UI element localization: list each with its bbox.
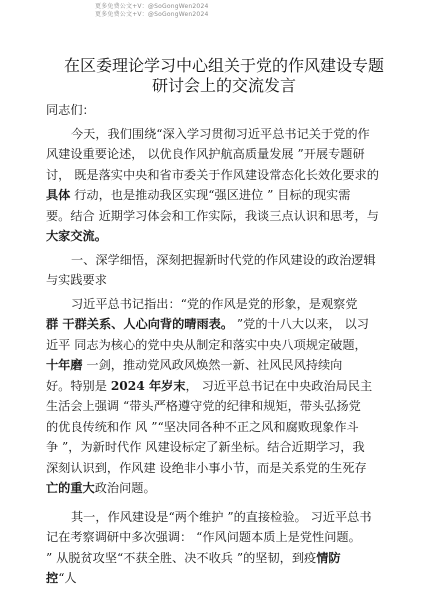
para2-line-2-rest: ”党的十八大以来， 以习 (233, 317, 369, 331)
section-heading-1-line-2: 与实践要求 (46, 273, 107, 287)
intro-line-3: 讨， 既是落实中央和省市委关于作风建设常态化长效化要求的 (46, 167, 379, 182)
para3-line-4 (46, 568, 402, 589)
para2-line-8: 争 ”，为新时代作 风建设标定了新坐标。结合近期学习，我 (46, 440, 365, 454)
bold-text: 2024 年岁末 (110, 378, 186, 393)
bold-text: 具体 (46, 188, 71, 202)
para2-line-2 (46, 314, 402, 335)
para2-line-5-a: 好。特别是 (46, 378, 111, 393)
para2-line-5-rest: ， 习近平总书记在中央政治局民主 (185, 378, 373, 393)
para3-line-2: 记在考察调研中多次强调： “作风问题本质上是党性问题。 (46, 530, 361, 544)
intro-line-4 (46, 185, 402, 206)
para2-line-9: 深刻认识到，作风建 设绝非小事小节，而是关系党的生死存 (46, 460, 367, 475)
para2-line-5 (46, 376, 402, 397)
intro-paragraph (46, 124, 402, 247)
intro-line-1: 今天，我们围绕“深入学习贯彻习近平总书记关于党的作 (71, 126, 370, 141)
intro-line-6: 大家交流。 (46, 229, 107, 243)
title-line-1: 在区委理论学习中心组关于党的作风建设专题 (63, 56, 384, 75)
paragraph-3 (46, 507, 402, 589)
para3-line-4-rest: “人 (58, 571, 77, 585)
para2-line-1: 习近平总书记指出：“党的作风是党的形象，是观察党 (71, 296, 358, 311)
title-line-2: 研讨会上的交流发言 (151, 76, 296, 95)
watermark-line-2: 更多免费公文+V：@SoGongWen2024 (95, 11, 209, 18)
bold-text: 群 干群关系、人心向背的晴雨表。 (46, 317, 234, 331)
document-body (46, 100, 402, 589)
para2-line-10-rest: 政治问题。 (94, 481, 156, 495)
para2-line-4-rest: 一剑，推动党风政风焕然一新、社风民风持续向 (82, 358, 343, 372)
paragraph-2 (46, 294, 402, 499)
para2-line-10 (46, 478, 402, 499)
section-heading-1-line-1: 一、深学细悟，深刻把握新时代党的作风建设的政治逻辑 (71, 252, 376, 267)
page-title (24, 56, 424, 96)
intro-line-2: 风建设重要论述， 以优良作风护航高质量发展 ”开展专题研 (46, 147, 365, 161)
bold-text: 情防 (316, 550, 341, 565)
intro-line-5: 要。结合 近期学习体会和工作实际，我谈三点认识和思考，与 (46, 208, 379, 223)
para3-line-1: 其一，作风建设是“两个维护 ”的直接检验。 习近平总书 (71, 509, 372, 524)
bold-text: 亡的重大 (46, 481, 95, 495)
bold-text: 十年磨 (46, 358, 83, 372)
para2-line-7: 的优良传统和作 风 ”“坚决同各种不正之风和腐败现象作斗 (46, 419, 359, 434)
para3-line-3-text: ” 从脱贫攻坚“不获全胜、决不收兵 ”的坚韧，到疫 (46, 550, 317, 565)
para2-line-4 (46, 355, 402, 376)
section-heading-1 (46, 250, 402, 291)
para2-line-3: 近平 同志为核心的党中央从制定和落实中央八项规定破题， (46, 337, 367, 352)
para2-line-6: 生活会上强调 “带头严格遵守党的纪律和规矩，带头弘扬党 (46, 399, 361, 413)
intro-line-4-rest: 行动，也是推动我区实现“强区进位 ” 目标的现实需 (74, 188, 351, 202)
para3-line-3 (46, 548, 402, 569)
watermark-line-1: 更多免费公文+V：@SoGongWen2024 (95, 3, 209, 10)
salutation: 同志们： (46, 103, 95, 117)
bold-text: 控 (46, 571, 59, 585)
